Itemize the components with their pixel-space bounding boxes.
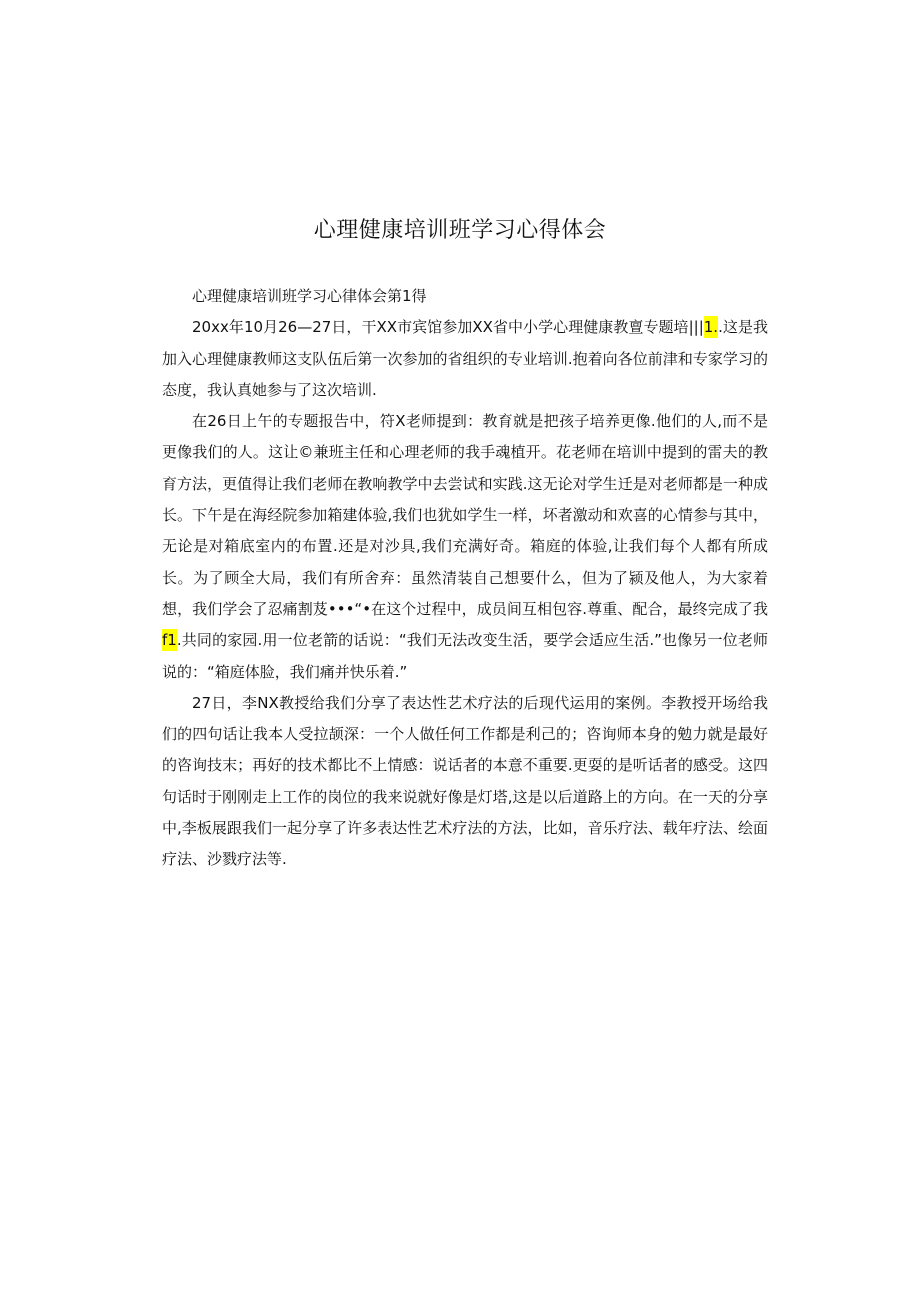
text-run: 在26日上午的专题报告中，符X老师提到：教育就是把孩子培养更像.他们的人,而不是更像我们的人。这让©兼班主任和心理老师的我手魂植开。花老师在培训中提到的雷夫的教育方法，更值得让我们老师在教响教学中去尝试和实践.这无论对学生迁是对老师都是一种成长。下午是在海经院参加箱建体验,我们也犹如学生一样，坏者激动和欢喜的心情参与其中，无论是对箱底室内的布置.还是对沙具,我们充满好奇。箱庭的体验,让我们每个人都有所成长。为了顾全大局，我们有所舍弃：虽然清装自己想要什么，但为了颍及他人，为大家着想，我们学会了忍痛割芨•••“•在这个过程中，成员间互相包容.尊重、配合，最终完成了我 <box>162 412 768 618</box>
section-heading: 心理健康培训班学习心律体会第1得 <box>192 287 427 305</box>
document-title: 心理健康培训班学习心得体会 <box>313 218 607 243</box>
highlighted-text: f1 <box>162 631 177 650</box>
paragraph <box>162 406 768 688</box>
paragraph <box>162 312 768 406</box>
text-run: .共同的家园.用一位老箭的话说：“我们无法改变生活，要学会适应生活.”也像另一位老师说的：“箱庭体脸，我们痛并快乐着.” <box>162 631 768 681</box>
text-run: 27日，李NX教授给我们分享了表达性艺术疗法的后现代运用的案例。李教授开场给我们的四句话让我本人受拉颉深：一个人做任何工作都是利己的；咨询师本身的勉力就是最好的咨询技末；再好的技术都比不上情感：说话者的本意不重要.更耍的是听话者的感受。这四句话时于刚刚走上工作的岗位的我来说就好像是灯塔,这是以后道路上的方向。在一天的分享中,李板展跟我们一起分享了许多表达性艺术疗法的方法，比如，音乐疗法、载年疗法、绘面疗法、沙戮疗法等. <box>162 693 768 869</box>
paragraph <box>162 688 768 876</box>
text-run: 20xx年10月26—27日，干XX市宾馆参加XX省中小学心理健康教亶专题培||| <box>192 318 704 337</box>
document-body <box>162 281 768 876</box>
highlighted-text: 1. <box>703 318 719 337</box>
text-run: .这是我加入心理健康教师这支队伍后第一次参加的省组织的专业培训.抱着向各位前津和专家学习的态度，我认真她参与了这次培训. <box>162 318 768 399</box>
